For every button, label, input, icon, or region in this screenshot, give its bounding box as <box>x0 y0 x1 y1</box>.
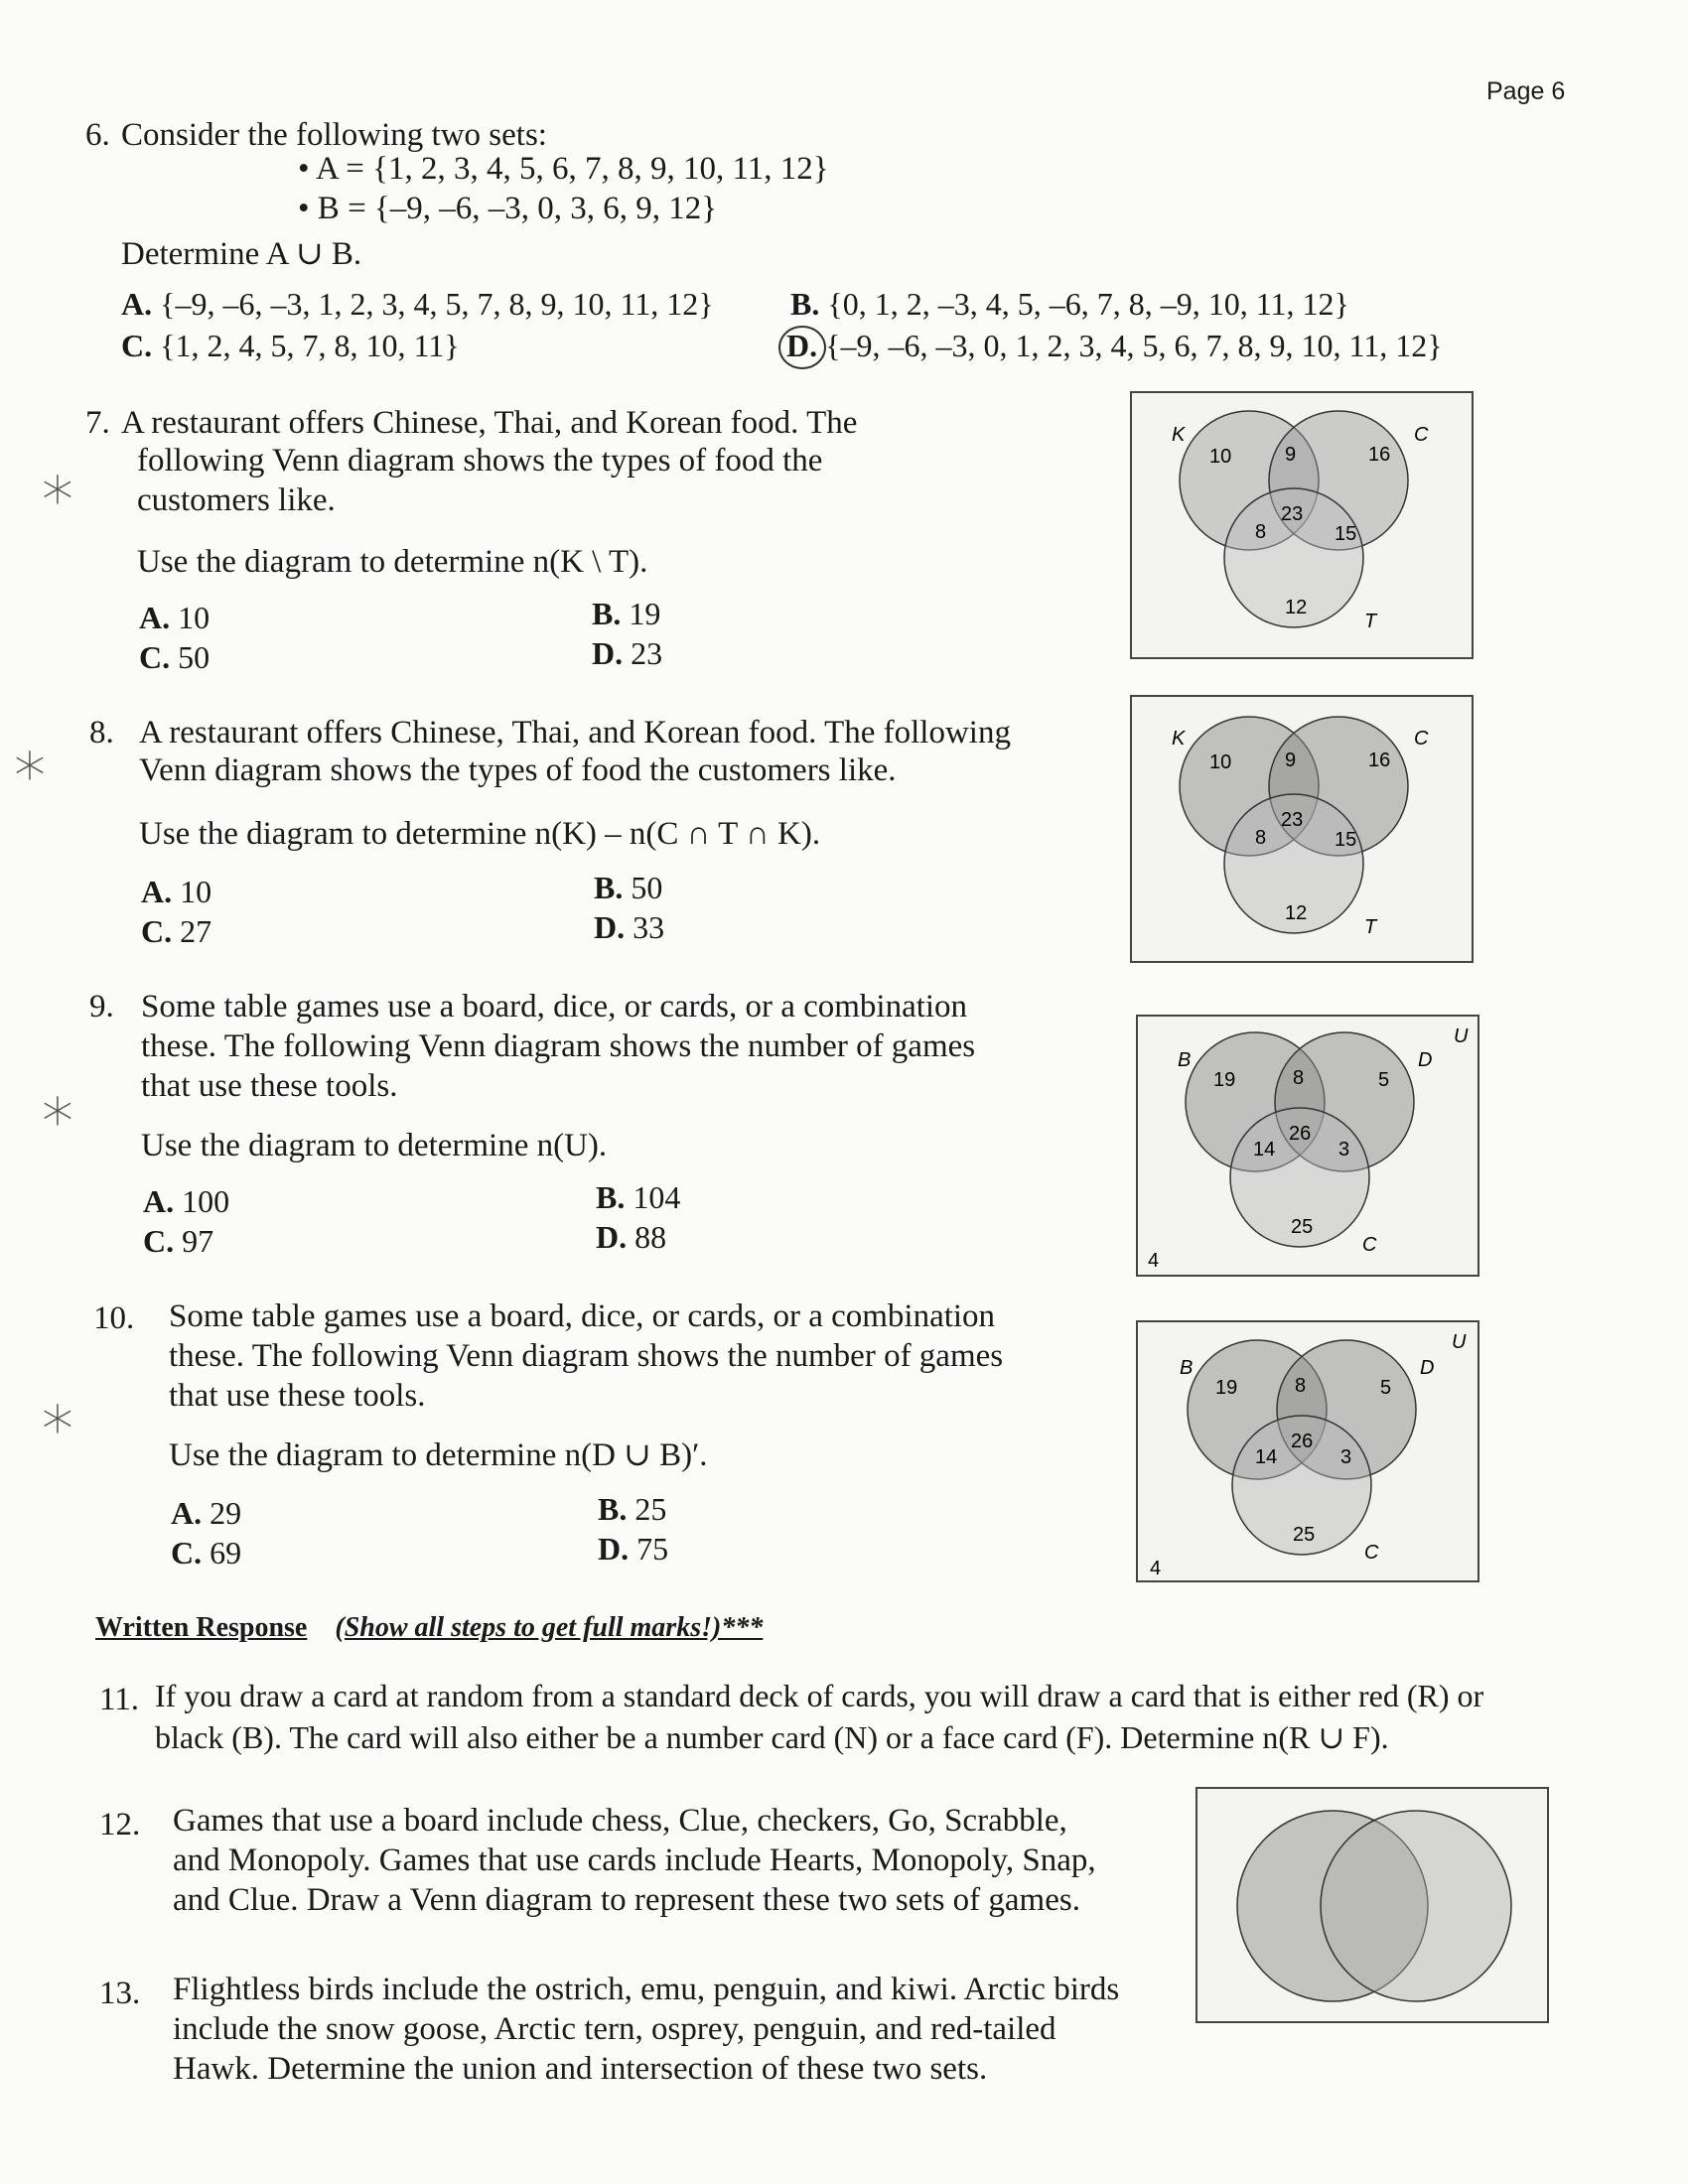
venn-value: 23 <box>1281 809 1304 831</box>
q12-line-3: and Clue. Draw a Venn diagram to represent these two sets of games. <box>173 1882 1080 1918</box>
venn-circle-right <box>1321 1811 1511 2001</box>
q8-line-2: Venn diagram shows the types of food the customers like. <box>139 752 897 788</box>
venn-value: 16 <box>1368 444 1391 466</box>
q7-line-1: A restaurant offers Chinese, Thai, and Korean food. The <box>121 405 858 441</box>
q9-venn-diagram <box>1136 1015 1479 1277</box>
q12-line-2: and Monopoly. Games that use cards include Hearts, Monopoly, Snap, <box>173 1843 1096 1878</box>
q8-option-b[interactable]: B. 50 <box>594 870 663 905</box>
venn-label-b: B <box>1178 1049 1192 1071</box>
q8-line-1: A restaurant offers Chinese, Thai, and Korean food. The following <box>139 715 1011 751</box>
venn-label-c: C <box>1414 424 1429 446</box>
q9-line-1: Some table games use a board, dice, or cards, or a combination <box>141 989 968 1024</box>
star-mark-icon: * <box>42 1394 73 1467</box>
q8-prompt: Use the diagram to determine n(K) – n(C ∩ T ∩ K). <box>139 816 821 852</box>
q11-line-2: black (B). The card will also either be a number card (N) or a face card (F). Determine n(R ∪ F). <box>155 1719 1389 1755</box>
venn-value: 5 <box>1380 1377 1392 1399</box>
written-response-subtitle: (Show all steps to get full marks!)*** <box>335 1612 764 1643</box>
q8-number: 8. <box>89 715 114 751</box>
venn-value: 4 <box>1148 1250 1160 1272</box>
q7-option-a[interactable]: A. 10 <box>139 600 211 635</box>
venn-label-d: D <box>1420 1357 1435 1379</box>
venn-value: 26 <box>1291 1431 1314 1452</box>
q13-number: 13. <box>99 1976 141 2011</box>
q11-number: 11. <box>99 1682 140 1717</box>
venn-value: 10 <box>1209 751 1232 773</box>
q6-option-b[interactable]: B. {0, 1, 2, –3, 4, 5, –6, 7, 8, –9, 10, 11, 12} <box>790 286 1349 322</box>
q10-venn-diagram <box>1136 1320 1479 1582</box>
q6-prompt: Determine A ∪ B. <box>121 236 362 272</box>
q6-intro: Consider the following two sets: <box>121 117 547 153</box>
q6-option-a[interactable]: A. {–9, –6, –3, 1, 2, 3, 4, 5, 7, 8, 9, 10, 11, 12} <box>121 286 714 322</box>
q10-number: 10. <box>93 1300 135 1336</box>
q10-prompt: Use the diagram to determine n(D ∪ B)′. <box>169 1437 708 1473</box>
venn-value: 16 <box>1368 750 1391 771</box>
answer-circle-mark <box>778 326 826 369</box>
venn-value: 25 <box>1293 1524 1316 1546</box>
venn-value: 8 <box>1255 521 1267 543</box>
q7-line-2: following Venn diagram shows the types of food the <box>137 443 823 478</box>
q10-option-a[interactable]: A. 29 <box>171 1495 242 1531</box>
venn-label-k: K <box>1172 728 1186 750</box>
written-response-title: Written Response <box>95 1612 308 1643</box>
q6-option-c[interactable]: C. {1, 2, 4, 5, 7, 8, 10, 11} <box>121 328 460 363</box>
venn-value: 3 <box>1340 1446 1352 1468</box>
q9-option-c[interactable]: C. 97 <box>143 1223 214 1259</box>
star-mark-icon: * <box>42 1086 73 1160</box>
q13-line-3: Hawk. Determine the union and intersection of these two sets. <box>173 2051 988 2087</box>
q12-number: 12. <box>99 1807 141 1843</box>
q6-number: 6. <box>85 117 110 153</box>
venn-value: 25 <box>1291 1216 1314 1238</box>
venn-label-b: B <box>1180 1357 1194 1379</box>
venn-value: 8 <box>1255 827 1267 849</box>
q9-option-a[interactable]: A. 100 <box>143 1183 230 1219</box>
venn-label-c: C <box>1414 728 1429 750</box>
venn-value: 8 <box>1295 1375 1307 1397</box>
written-response-heading <box>95 1612 763 1644</box>
q9-option-b[interactable]: B. 104 <box>596 1179 681 1215</box>
venn-value: 15 <box>1335 523 1357 545</box>
q6-set-a: • A = {1, 2, 3, 4, 5, 6, 7, 8, 9, 10, 11, 12} <box>298 151 829 187</box>
q7-venn-diagram <box>1130 391 1474 659</box>
q7-prompt: Use the diagram to determine n(K \ T). <box>137 544 648 580</box>
venn-label-u: U <box>1452 1331 1467 1353</box>
venn-value: 14 <box>1253 1139 1276 1160</box>
venn-value: 8 <box>1293 1067 1305 1089</box>
q11-line-1: If you draw a card at random from a standard deck of cards, you will draw a card that is either red (R) or <box>155 1678 1484 1713</box>
q9-prompt: Use the diagram to determine n(U). <box>141 1128 608 1163</box>
star-mark-icon: * <box>42 465 73 538</box>
q10-line-2: these. The following Venn diagram shows the number of games <box>169 1338 1004 1374</box>
q9-number: 9. <box>89 989 114 1024</box>
venn-value: 14 <box>1255 1446 1278 1468</box>
venn-value: 26 <box>1289 1123 1312 1145</box>
q10-option-c[interactable]: C. 69 <box>171 1535 242 1570</box>
q7-option-c[interactable]: C. 50 <box>139 639 211 675</box>
q7-option-d[interactable]: D. 23 <box>592 635 663 671</box>
q9-line-3: that use these tools. <box>141 1068 398 1104</box>
venn-label-t: T <box>1364 916 1377 938</box>
q13-line-2: include the snow goose, Arctic tern, osprey, penguin, and red-tailed <box>173 2011 1056 2047</box>
star-mark-icon: * <box>14 741 46 814</box>
q10-option-b[interactable]: B. 25 <box>598 1491 667 1527</box>
q9-line-2: these. The following Venn diagram shows the number of games <box>141 1028 976 1064</box>
q10-line-1: Some table games use a board, dice, or cards, or a combination <box>169 1298 996 1334</box>
q10-option-d[interactable]: D. 75 <box>598 1531 669 1567</box>
q6-set-b: • B = {–9, –6, –3, 0, 3, 6, 9, 12} <box>298 191 718 226</box>
q12-line-1: Games that use a board include chess, Clue, checkers, Go, Scrabble, <box>173 1803 1067 1839</box>
venn-value: 10 <box>1209 446 1232 468</box>
venn-value: 4 <box>1150 1558 1162 1579</box>
venn-value: 12 <box>1285 902 1308 924</box>
venn-label-c: C <box>1364 1542 1379 1564</box>
venn-value: 23 <box>1281 503 1304 525</box>
venn-value: 15 <box>1335 829 1357 851</box>
venn-label-t: T <box>1364 611 1377 632</box>
q6-option-d[interactable]: D. {–9, –6, –3, 0, 1, 2, 3, 4, 5, 6, 7, 8, 9, 10, 11, 12} <box>786 328 1443 363</box>
page-number: Page 6 <box>1486 77 1566 105</box>
q8-venn-diagram <box>1130 695 1474 963</box>
venn-value: 5 <box>1378 1069 1390 1091</box>
two-set-venn-diagram <box>1196 1787 1549 2023</box>
q8-option-a[interactable]: A. 10 <box>141 874 212 909</box>
venn-label-d: D <box>1418 1049 1433 1071</box>
q7-line-3: customers like. <box>137 482 336 518</box>
q13-line-1: Flightless birds include the ostrich, emu, penguin, and kiwi. Arctic birds <box>173 1972 1120 2007</box>
q8-option-d[interactable]: D. 33 <box>594 909 665 945</box>
venn-value: 9 <box>1285 444 1297 466</box>
q10-line-3: that use these tools. <box>169 1378 426 1414</box>
venn-label-u: U <box>1454 1025 1469 1047</box>
venn-value: 3 <box>1338 1139 1350 1160</box>
venn-label-c: C <box>1362 1234 1377 1256</box>
venn-label-k: K <box>1172 424 1186 446</box>
q8-option-c[interactable]: C. 27 <box>141 913 212 949</box>
q7-number: 7. <box>85 405 110 441</box>
venn-value: 19 <box>1213 1069 1236 1091</box>
q9-option-d[interactable]: D. 88 <box>596 1219 667 1255</box>
venn-value: 12 <box>1285 597 1308 618</box>
venn-value: 19 <box>1215 1377 1238 1399</box>
q7-option-b[interactable]: B. 19 <box>592 596 661 631</box>
venn-value: 9 <box>1285 750 1297 771</box>
